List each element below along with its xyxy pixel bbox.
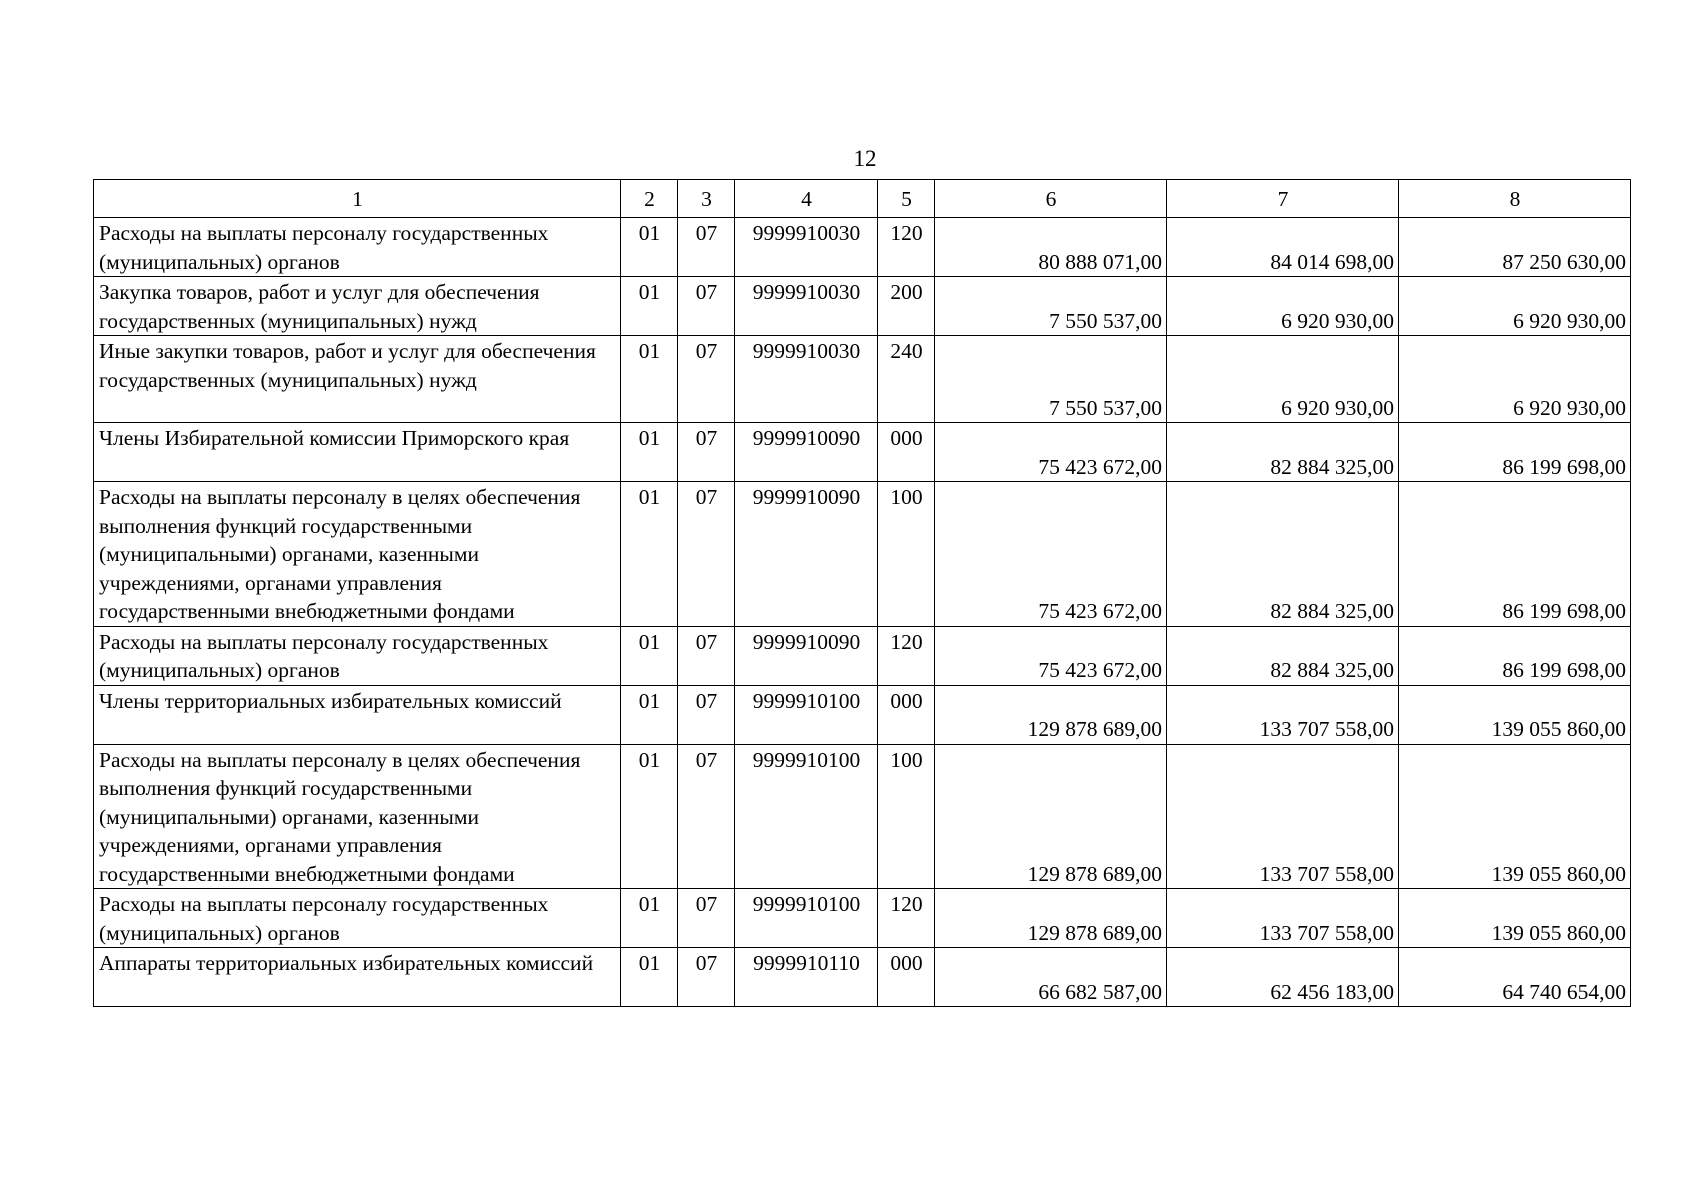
target-article-code: 9999910110 [735,948,878,1007]
table-row [94,948,1631,1007]
amount-col-6: 66 682 587,00 [935,948,1167,1007]
target-article-code: 9999910100 [735,744,878,889]
amount-col-7: 6 920 930,00 [1167,277,1399,336]
table-row [94,336,1631,423]
amount-col-6: 129 878 689,00 [935,744,1167,889]
subsection-code: 07 [678,948,735,1007]
subsection-code: 07 [678,336,735,423]
amount-col-6: 129 878 689,00 [935,889,1167,948]
expense-name: Расходы на выплаты персоналу государственных (муниципальных) органов [94,889,621,948]
expense-type-code: 240 [878,336,935,423]
column-header-7: 7 [1167,180,1399,218]
amount-col-8: 139 055 860,00 [1399,685,1631,744]
column-header-4: 4 [735,180,878,218]
amount-col-7: 62 456 183,00 [1167,948,1399,1007]
expense-type-code: 200 [878,277,935,336]
amount-col-6: 80 888 071,00 [935,218,1167,277]
page-number: 12 [853,146,877,171]
column-header-6: 6 [935,180,1167,218]
expense-type-code: 000 [878,423,935,482]
table-row [94,744,1631,889]
amount-col-7: 82 884 325,00 [1167,482,1399,627]
target-article-code: 9999910030 [735,336,878,423]
target-article-code: 9999910100 [735,889,878,948]
column-header-5: 5 [878,180,935,218]
subsection-code: 07 [678,277,735,336]
expense-name: Аппараты территориальных избирательных комиссий [94,948,621,1007]
amount-col-6: 75 423 672,00 [935,626,1167,685]
amount-col-8: 87 250 630,00 [1399,218,1631,277]
column-header-1: 1 [94,180,621,218]
table-row [94,889,1631,948]
column-header-3: 3 [678,180,735,218]
table-row [94,218,1631,277]
amount-col-8: 64 740 654,00 [1399,948,1631,1007]
amount-col-7: 82 884 325,00 [1167,423,1399,482]
expense-type-code: 000 [878,685,935,744]
expense-name: Расходы на выплаты персоналу государственных (муниципальных) органов [94,626,621,685]
subsection-code: 07 [678,218,735,277]
budget-table [93,179,1631,1007]
expense-name: Члены территориальных избирательных комиссий [94,685,621,744]
section-code: 01 [621,626,678,685]
expense-name: Члены Избирательной комиссии Приморского края [94,423,621,482]
section-code: 01 [621,685,678,744]
amount-col-6: 7 550 537,00 [935,277,1167,336]
expense-name: Расходы на выплаты персоналу в целях обеспечения выполнения функций государственными (муниципальными) органами, казенными учреждениями, органами управления государственными внебюджетными фондами [94,744,621,889]
subsection-code: 07 [678,626,735,685]
amount-col-8: 86 199 698,00 [1399,482,1631,627]
subsection-code: 07 [678,482,735,627]
table-row [94,626,1631,685]
amount-col-6: 129 878 689,00 [935,685,1167,744]
table-row [94,685,1631,744]
section-code: 01 [621,744,678,889]
amount-col-7: 82 884 325,00 [1167,626,1399,685]
subsection-code: 07 [678,744,735,889]
expense-name: Иные закупки товаров, работ и услуг для обеспечения государственных (муниципальных) нужд [94,336,621,423]
amount-col-8: 139 055 860,00 [1399,744,1631,889]
expense-name: Расходы на выплаты персоналу государственных (муниципальных) органов [94,218,621,277]
expense-name: Расходы на выплаты персоналу в целях обеспечения выполнения функций государственными (муниципальными) органами, казенными учреждениями, органами управления государственными внебюджетными фондами [94,482,621,627]
table-row [94,423,1631,482]
amount-col-7: 6 920 930,00 [1167,336,1399,423]
amount-col-6: 75 423 672,00 [935,482,1167,627]
amount-col-8: 86 199 698,00 [1399,626,1631,685]
section-code: 01 [621,218,678,277]
subsection-code: 07 [678,685,735,744]
target-article-code: 9999910100 [735,685,878,744]
amount-col-8: 6 920 930,00 [1399,336,1631,423]
section-code: 01 [621,336,678,423]
table-row [94,277,1631,336]
header-row [94,180,1631,218]
target-article-code: 9999910090 [735,626,878,685]
amount-col-6: 75 423 672,00 [935,423,1167,482]
expense-type-code: 000 [878,948,935,1007]
amount-col-8: 86 199 698,00 [1399,423,1631,482]
section-code: 01 [621,277,678,336]
subsection-code: 07 [678,889,735,948]
amount-col-8: 139 055 860,00 [1399,889,1631,948]
target-article-code: 9999910090 [735,423,878,482]
expense-type-code: 120 [878,889,935,948]
expense-name: Закупка товаров, работ и услуг для обеспечения государственных (муниципальных) нужд [94,277,621,336]
section-code: 01 [621,948,678,1007]
expense-type-code: 100 [878,482,935,627]
expense-type-code: 100 [878,744,935,889]
target-article-code: 9999910030 [735,218,878,277]
amount-col-7: 84 014 698,00 [1167,218,1399,277]
amount-col-7: 133 707 558,00 [1167,744,1399,889]
amount-col-6: 7 550 537,00 [935,336,1167,423]
column-header-2: 2 [621,180,678,218]
amount-col-7: 133 707 558,00 [1167,889,1399,948]
expense-type-code: 120 [878,626,935,685]
subsection-code: 07 [678,423,735,482]
amount-col-8: 6 920 930,00 [1399,277,1631,336]
section-code: 01 [621,889,678,948]
section-code: 01 [621,482,678,627]
amount-col-7: 133 707 558,00 [1167,685,1399,744]
table-row [94,482,1631,627]
section-code: 01 [621,423,678,482]
expense-type-code: 120 [878,218,935,277]
column-header-8: 8 [1399,180,1631,218]
target-article-code: 9999910030 [735,277,878,336]
target-article-code: 9999910090 [735,482,878,627]
